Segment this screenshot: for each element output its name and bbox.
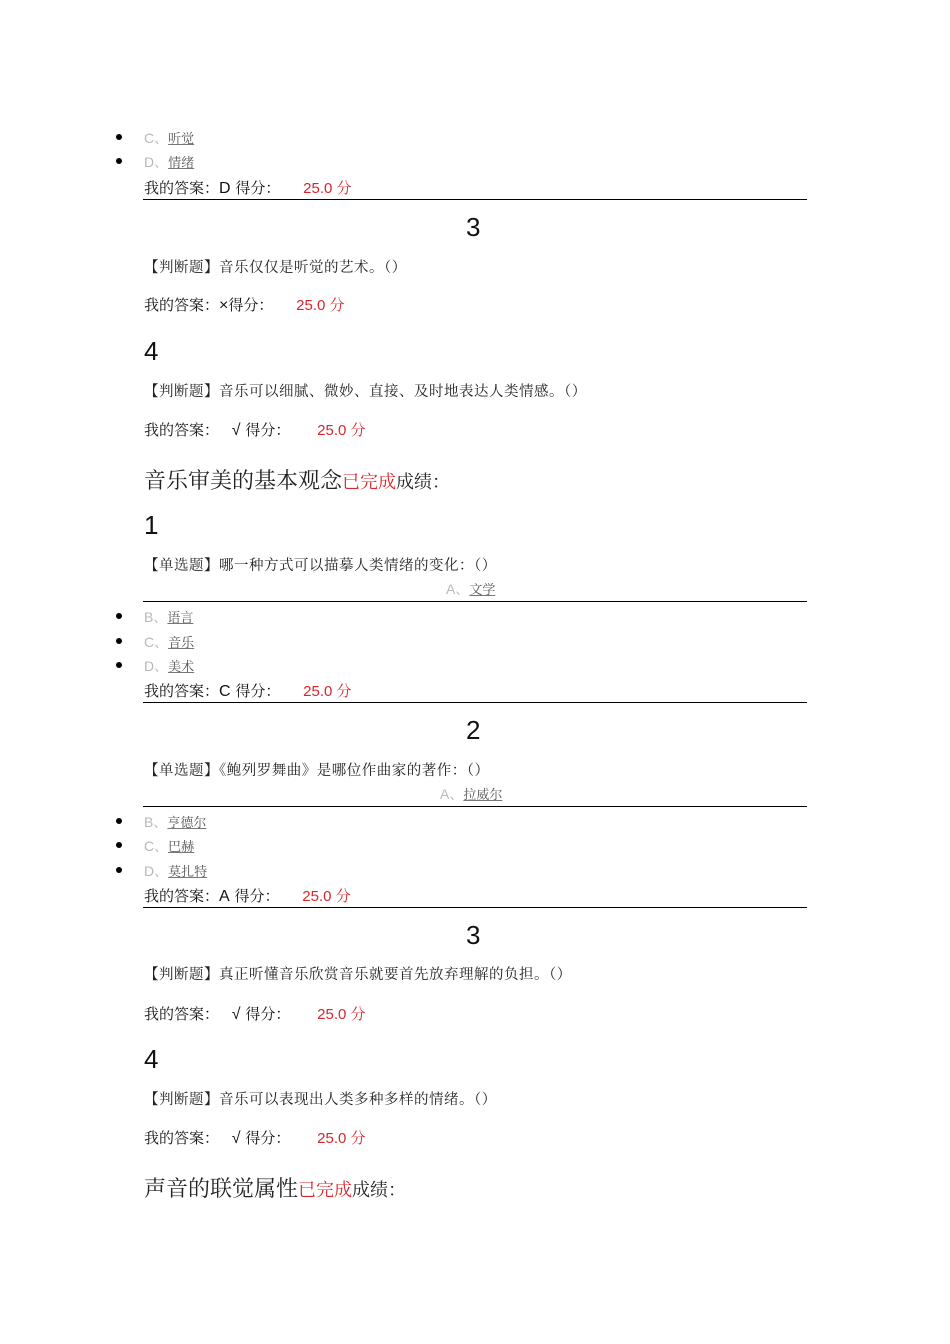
my-answer-line (144, 885, 351, 906)
my-answer-line (144, 294, 345, 315)
divider (143, 702, 807, 703)
option-c[interactable] (144, 836, 194, 856)
option-d[interactable] (144, 861, 207, 881)
question-number: 4 (144, 1044, 159, 1074)
score-label: 得分： (228, 296, 274, 314)
question-number: 2 (466, 715, 481, 745)
list-bullet (116, 613, 122, 619)
option-text: 美术 (168, 660, 195, 675)
question-text: 【判断题】音乐仅仅是听觉的艺术。（） (144, 260, 407, 276)
option-text: 拉威尔 (463, 788, 503, 803)
option-b[interactable] (144, 812, 206, 832)
answer-value: C (219, 683, 231, 700)
list-bullet (116, 867, 122, 873)
option-d[interactable] (144, 656, 194, 676)
option-letter: D、 (144, 658, 169, 674)
answer-label: 我的答案： (144, 1005, 220, 1023)
score-value: 25.0 分 (303, 683, 352, 700)
my-answer-line (144, 419, 366, 440)
divider (143, 199, 807, 200)
divider (143, 601, 807, 602)
grade-label: 成绩： (396, 472, 451, 493)
answer-label: 我的答案： (144, 179, 220, 197)
score-value: 25.0 分 (317, 422, 366, 439)
list-bullet (116, 638, 122, 644)
score-value: 25.0 分 (317, 1006, 366, 1023)
option-letter: C、 (144, 838, 169, 854)
score-label: 得分： (245, 1005, 291, 1023)
score-value: 25.0 分 (296, 297, 345, 314)
score-value: 25.0 分 (317, 1130, 366, 1147)
check-icon: √ (231, 1006, 241, 1023)
divider (143, 907, 807, 908)
option-letter: A、 (440, 786, 464, 802)
answer-label: 我的答案： (144, 887, 220, 905)
option-b[interactable] (144, 607, 193, 627)
option-text: 文学 (469, 583, 496, 598)
score-label: 得分： (235, 179, 281, 197)
option-text: 巴赫 (168, 840, 195, 855)
list-bullet (116, 134, 122, 140)
option-c[interactable] (144, 632, 194, 652)
score-label: 得分： (235, 682, 281, 700)
list-bullet (116, 662, 122, 668)
answer-value: D (219, 180, 231, 197)
divider (143, 806, 807, 807)
my-answer-line (144, 680, 352, 701)
option-text: 情绪 (168, 156, 195, 171)
option-letter: C、 (144, 130, 169, 146)
question-text: 【判断题】音乐可以表现出人类多种多样的情绪。（） (144, 1092, 497, 1108)
grade-label: 成绩： (352, 1180, 407, 1201)
list-bullet (116, 158, 122, 164)
answer-value: A (219, 888, 230, 905)
option-letter: D、 (144, 863, 169, 879)
question-text: 【单选题】《鲍列罗舞曲》是哪位作曲家的著作：（） (144, 763, 490, 779)
status-badge: 已完成 (298, 1180, 353, 1201)
cross-icon: × (219, 297, 229, 314)
option-letter: C、 (144, 634, 169, 650)
question-text: 【判断题】音乐可以细腻、微妙、直接、及时地表达人类情感。（） (144, 384, 587, 400)
option-text: 语言 (167, 611, 194, 626)
option-text: 莫扎特 (168, 865, 208, 880)
section-title: 声音的联觉属性 (144, 1177, 299, 1202)
score-label: 得分： (245, 421, 291, 439)
question-number: 4 (144, 336, 159, 366)
option-letter: A、 (446, 581, 470, 597)
my-answer-line (144, 177, 352, 198)
section-title: 音乐审美的基本观念 (144, 469, 343, 494)
score-value: 25.0 分 (302, 888, 351, 905)
score-label: 得分： (245, 1129, 291, 1147)
score-label: 得分： (234, 887, 280, 905)
answer-label: 我的答案： (144, 421, 220, 439)
option-c[interactable] (144, 128, 194, 148)
question-text: 【判断题】真正听懂音乐欣赏音乐就要首先放弃理解的负担。（） (144, 967, 572, 983)
question-number: 3 (466, 920, 481, 950)
status-badge: 已完成 (342, 472, 397, 493)
my-answer-line (144, 1127, 366, 1148)
option-a[interactable] (446, 579, 495, 599)
list-bullet (116, 842, 122, 848)
question-number: 1 (144, 510, 159, 540)
list-bullet (116, 818, 122, 824)
check-icon: √ (231, 1130, 241, 1147)
option-letter: B、 (144, 609, 168, 625)
section-heading (144, 1172, 406, 1203)
option-d[interactable] (144, 152, 194, 172)
option-a[interactable] (440, 784, 502, 804)
answer-label: 我的答案： (144, 1129, 220, 1147)
option-text: 音乐 (168, 636, 195, 651)
option-text: 听觉 (168, 132, 195, 147)
question-number: 3 (466, 212, 481, 242)
check-icon: √ (231, 422, 241, 439)
section-heading (144, 464, 450, 495)
question-text: 【单选题】哪一种方式可以描摹人类情绪的变化：（） (144, 558, 497, 574)
option-letter: D、 (144, 154, 169, 170)
option-letter: B、 (144, 814, 168, 830)
answer-label: 我的答案： (144, 682, 220, 700)
answer-label: 我的答案： (144, 296, 220, 314)
my-answer-line (144, 1003, 366, 1024)
option-text: 亨德尔 (167, 816, 207, 831)
score-value: 25.0 分 (303, 180, 352, 197)
